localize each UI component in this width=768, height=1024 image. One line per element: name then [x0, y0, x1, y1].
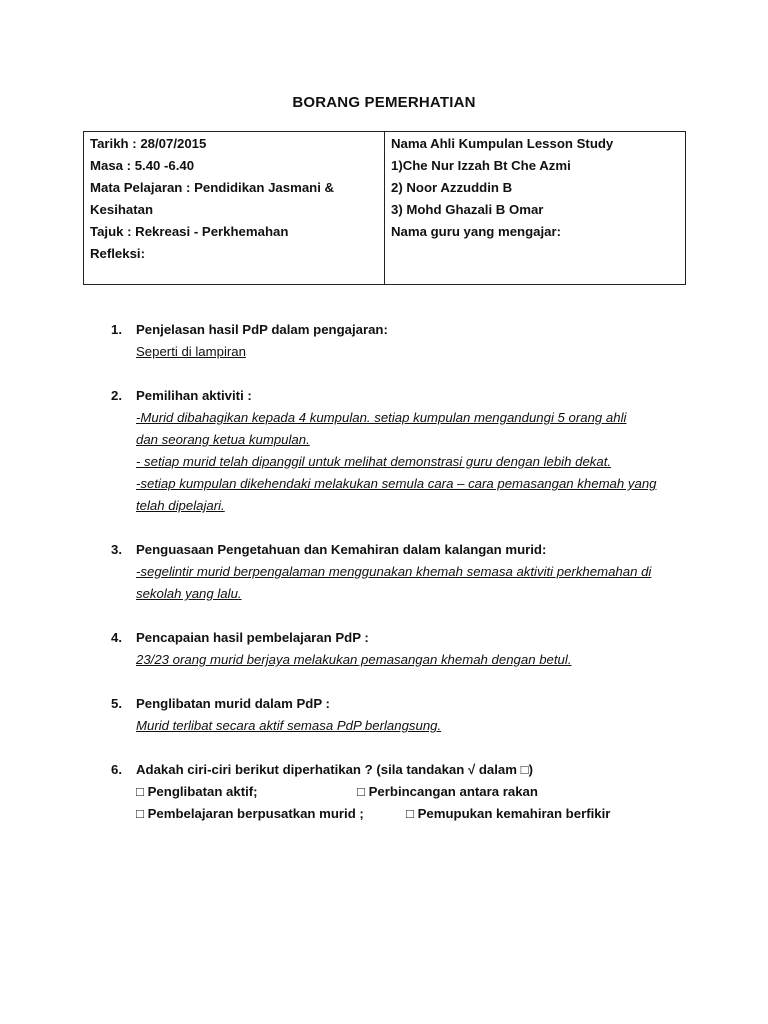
checkbox-thinking-skills[interactable]: □ Pemupukan kemahiran berfikir — [406, 806, 611, 821]
section-heading: Pencapaian hasil pembelajaran PdP : — [136, 630, 369, 645]
info-left-column — [84, 132, 385, 284]
section-number: 5. — [111, 696, 122, 711]
answer-line: -Murid dibahagikan kepada 4 kumpulan. setiap kumpulan mengandungi 5 orang ahli — [136, 410, 627, 425]
answer-line: -setiap kumpulan dikehendaki melakukan semula cara – cara pemasangan khemah yang — [136, 476, 657, 491]
section-heading: Penjelasan hasil PdP dalam pengajaran: — [136, 322, 388, 337]
section-number: 2. — [111, 388, 122, 403]
section-2 — [111, 385, 711, 517]
section-3 — [111, 539, 711, 605]
info-date: Tarikh : 28/07/2015 — [90, 136, 207, 151]
info-subject-cont: Kesihatan — [90, 202, 154, 217]
section-answer — [136, 561, 711, 605]
checkbox-student-centered[interactable]: □ Pembelajaran berpusatkan murid ; — [136, 806, 364, 821]
section-number: 3. — [111, 542, 122, 557]
section-heading: Pemilihan aktiviti : — [136, 388, 252, 403]
info-member-2: 2) Noor Azzuddin B — [391, 180, 513, 195]
info-member-3: 3) Mohd Ghazali B Omar — [391, 202, 544, 217]
info-member-1: 1)Che Nur Izzah Bt Che Azmi — [391, 158, 571, 173]
section-number: 1. — [111, 322, 122, 337]
section-heading: Penglibatan murid dalam PdP : — [136, 696, 330, 711]
section-1 — [111, 319, 711, 363]
checkbox-row — [136, 803, 711, 825]
answer-line: Seperti di lampiran — [136, 344, 246, 359]
answer-line: sekolah yang lalu. — [136, 586, 242, 601]
info-reflection: Refleksi: — [90, 246, 145, 261]
section-answer — [136, 649, 711, 671]
observation-sections — [111, 319, 711, 847]
checkbox-active-involvement[interactable]: □ Penglibatan aktif; — [136, 784, 258, 799]
info-right-column — [385, 132, 685, 284]
answer-line: telah dipelajari. — [136, 498, 225, 513]
section-4 — [111, 627, 711, 671]
section-answer — [136, 407, 711, 517]
answer-line: -segelintir murid berpengalaman menggunakan khemah semasa aktiviti perkhemahan di — [136, 564, 652, 579]
form-title: BORANG PEMERHATIAN — [292, 94, 476, 111]
answer-line: Murid terlibat secara aktif semasa PdP berlangsung. — [136, 718, 442, 733]
checkbox-row — [136, 781, 711, 803]
info-members-heading: Nama Ahli Kumpulan Lesson Study — [391, 136, 614, 151]
checkbox-list — [136, 781, 711, 825]
answer-line: dan seorang ketua kumpulan. — [136, 432, 310, 447]
section-heading: Penguasaan Pengetahuan dan Kemahiran dalam kalangan murid: — [136, 542, 547, 557]
section-number: 6. — [111, 762, 122, 777]
info-table — [83, 131, 686, 285]
info-topic: Tajuk : Rekreasi - Perkhemahan — [90, 224, 289, 239]
answer-line: - setiap murid telah dipanggil untuk melihat demonstrasi guru dengan lebih dekat. — [136, 454, 612, 469]
info-time: Masa : 5.40 -6.40 — [90, 158, 195, 173]
checkbox-peer-discussion[interactable]: □ Perbincangan antara rakan — [357, 784, 538, 799]
section-heading: Adakah ciri-ciri berikut diperhatikan ? (sila tandakan √ dalam □) — [136, 762, 534, 777]
answer-line: 23/23 orang murid berjaya melakukan pemasangan khemah dengan betul. — [136, 652, 572, 667]
section-6 — [111, 759, 711, 825]
section-answer — [136, 341, 711, 363]
info-teacher: Nama guru yang mengajar: — [391, 224, 562, 239]
info-subject: Mata Pelajaran : Pendidikan Jasmani & — [90, 180, 335, 195]
section-number: 4. — [111, 630, 122, 645]
section-5 — [111, 693, 711, 737]
section-answer — [136, 715, 711, 737]
